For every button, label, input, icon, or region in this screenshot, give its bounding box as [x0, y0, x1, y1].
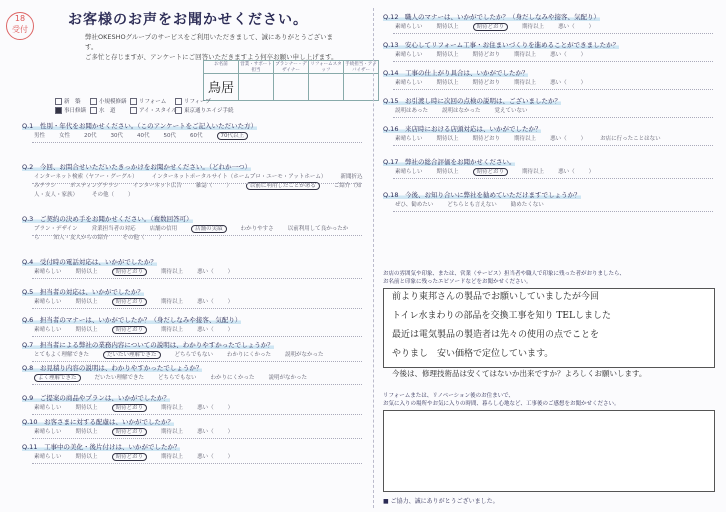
question-label: Q.11 工事中の美化・後片付けは、いかがでしたか？	[22, 443, 181, 451]
answer-option[interactable]: 悪い（	[197, 454, 214, 460]
comment-line: トイレ水まわりの部品を交換工事を知り TELしました	[392, 311, 611, 321]
answer-option[interactable]: インターネットポータルサイト（ホームプロ・ユーモ・アットホーム）	[151, 174, 327, 180]
answer-option[interactable]: 悪い（	[197, 429, 214, 435]
selected-answer[interactable]: 以前に利用したことがある	[246, 182, 320, 190]
selected-answer[interactable]: 期待どおり	[473, 23, 509, 31]
answer-option[interactable]: プラン・デザイン	[34, 226, 78, 232]
answer-option[interactable]: 悪い（	[197, 327, 214, 333]
question-label: Q.15 お引渡し時に次回の点検の説明は、ございましたか？	[383, 97, 561, 105]
question-text	[22, 442, 180, 451]
sign-cell[interactable]	[274, 74, 309, 101]
answer-option[interactable]: 期待以上	[522, 24, 545, 30]
question-label: Q.12 職人のマナーは、いかがでしたか？（身だしなみや接客、気配り）	[383, 13, 600, 21]
thank-you-footer	[383, 496, 499, 505]
category-option[interactable]	[130, 97, 166, 105]
answer-rule	[393, 61, 713, 62]
question-label: Q.6 担当者のマナーは、いかがでしたか？（身だしなみや接客、気配り）	[22, 316, 242, 324]
answer-option[interactable]: 期待どおり	[472, 80, 501, 86]
answer-option[interactable]: その他（	[122, 235, 145, 241]
selected-answer[interactable]: 期待どおり	[473, 168, 509, 176]
comment-prompt-line: お名前と印象に残ったエピソードなどをお聞かせください。	[383, 279, 532, 285]
answer-option[interactable]: 素晴らしい	[34, 405, 62, 411]
answer-option[interactable]: ）	[227, 269, 234, 275]
received-stamp: 18 受付	[6, 12, 34, 40]
selected-answer[interactable]: 店舗の実績	[191, 225, 227, 233]
answer-options	[34, 173, 364, 200]
answer-option[interactable]: ）	[227, 327, 234, 333]
category-label: アイ・スタイル	[139, 108, 177, 114]
answer-option[interactable]: 素晴らしい	[34, 327, 62, 333]
selected-answer[interactable]: 期待どおり	[112, 404, 148, 412]
checkbox-icon	[55, 98, 62, 105]
answer-option[interactable]: 期待以上	[161, 299, 184, 305]
question-text	[383, 157, 515, 166]
answer-option[interactable]: 期待以上	[514, 136, 537, 142]
answer-rule	[393, 89, 713, 90]
answer-option[interactable]: お店に行ったことはない	[600, 136, 661, 142]
answer-options	[34, 268, 364, 277]
answer-option[interactable]: インターネット広告	[132, 183, 182, 189]
intro-line: ご多忙と存じますが、アンケートにご回答いただきますよう何卒お願い申し上げます。	[85, 53, 338, 61]
answer-rule	[32, 308, 362, 309]
answer-option[interactable]: 期待以上	[75, 454, 98, 460]
answer-option[interactable]: 30代	[110, 133, 124, 139]
answer-option[interactable]: 期待以上	[161, 327, 184, 333]
answer-option[interactable]: ）	[158, 235, 165, 241]
answer-option[interactable]: わかりやすさ	[240, 226, 274, 232]
answer-option[interactable]: 雑誌（	[195, 183, 213, 189]
comment-handwritten	[392, 288, 646, 383]
answer-option[interactable]: 新聞折込みチラシ	[34, 174, 363, 189]
answer-option[interactable]: 男性	[34, 133, 46, 139]
intro-text	[85, 32, 345, 62]
answer-option[interactable]: 素晴らしい	[34, 299, 62, 305]
question-label: Q.8 お見積り内容の説明は、わかりやすかったでしょうか？	[22, 364, 203, 372]
answer-option[interactable]: 説明がなかった	[268, 375, 308, 381]
answer-option[interactable]: 50代	[163, 133, 177, 139]
comment-line: やりまし 安い価格で定位しています。	[392, 349, 554, 359]
answer-option[interactable]: とてもよく理解できた	[34, 352, 90, 358]
answer-option[interactable]: 悪い（	[197, 405, 214, 411]
question-label: Q.14 工事の仕上がり具合は、いかがでしたか？	[383, 69, 529, 77]
checkbox-icon	[175, 107, 182, 114]
answer-option[interactable]: 素晴らしい	[34, 429, 62, 435]
category-option[interactable]	[90, 106, 116, 114]
category-label: 小規模修繕	[99, 99, 127, 105]
category-label: 東京通りエイジ手続	[184, 108, 234, 114]
answer-rule	[393, 117, 713, 118]
answer-options	[34, 132, 364, 141]
answer-options	[34, 428, 364, 437]
answer-option[interactable]: ）	[580, 80, 587, 86]
answer-options	[395, 23, 715, 32]
selected-answer[interactable]: 期待どおり	[112, 428, 148, 436]
answer-options	[34, 404, 364, 413]
answer-rule	[32, 414, 362, 415]
sign-cell[interactable]	[239, 74, 274, 101]
question-label: Q.17 弊社の総合評価をお聞かせください。	[383, 158, 516, 166]
answer-option[interactable]: 期待以上	[75, 429, 98, 435]
question-text	[22, 214, 193, 223]
answer-options	[34, 225, 364, 243]
answer-option[interactable]: 素晴らしい	[34, 454, 62, 460]
answer-option[interactable]: ）	[227, 429, 234, 435]
answer-rule	[32, 384, 362, 385]
comment-prompt	[383, 270, 713, 286]
footer-text: ご協力、誠にありがとうございました。	[390, 498, 499, 505]
answer-rule	[32, 235, 362, 236]
answer-option[interactable]: 悪い（	[558, 24, 575, 30]
category-label: 事日修繕	[64, 108, 87, 114]
category-option[interactable]	[175, 106, 234, 114]
category-label: リフォーム	[139, 99, 167, 105]
category-option[interactable]	[90, 97, 127, 105]
question-text	[22, 257, 157, 266]
question-text	[383, 124, 541, 133]
answer-option[interactable]: 悪い（	[197, 269, 214, 275]
category-option[interactable]	[55, 106, 86, 114]
question-text	[383, 40, 619, 49]
question-text	[383, 12, 600, 21]
answer-rule	[32, 278, 362, 279]
selected-answer[interactable]: 期待どおり	[112, 453, 148, 461]
answer-options	[34, 453, 364, 462]
reform-prompt-line: お気に入りの場所やお気に入りの時間、暮らし心地など、工事後のご感想をお聞かせください。	[383, 401, 620, 407]
answer-option[interactable]: ）	[580, 52, 587, 58]
answer-option[interactable]: ）	[227, 299, 234, 305]
answer-option[interactable]: 60代	[190, 133, 203, 139]
answer-option[interactable]: 期待以上	[161, 429, 184, 435]
question-label: Q.2 今回、お問合せいただいたきっかけをお聞かせください。（どれか一つ）	[22, 163, 252, 171]
answer-options	[395, 107, 715, 116]
checkbox-icon	[130, 98, 137, 105]
answer-option[interactable]: 素晴らしい	[395, 136, 423, 142]
answer-options	[395, 79, 715, 88]
answer-rule	[393, 145, 713, 146]
answer-option[interactable]: ぜひ、勧めたい	[395, 202, 434, 208]
answer-option[interactable]: 悪い（	[550, 136, 567, 142]
question-label: Q.1 性別・年代をお聞かせください。（このアンケートをご記入いただいた方）	[22, 122, 258, 130]
answer-option[interactable]: 素晴らしい	[34, 269, 62, 275]
answer-option[interactable]: 素晴らしい	[395, 24, 423, 30]
question-text	[22, 340, 274, 349]
answer-rule	[32, 361, 362, 362]
answer-option[interactable]: どちらとも言えない	[447, 202, 497, 208]
answer-option[interactable]: 悪い（	[558, 169, 575, 175]
answer-option[interactable]: だいたい理解できた	[94, 375, 145, 381]
answer-option[interactable]: ）	[227, 405, 234, 411]
answer-option[interactable]: 期待以上	[75, 405, 98, 411]
answer-option[interactable]: 悪い（	[197, 299, 214, 305]
comment-prompt-line: お店の雰囲気や印象、または、営業（サービス）担当者や職人で印象に残った者がおりましたら、	[383, 271, 626, 277]
checkbox-icon	[90, 98, 97, 105]
answer-option[interactable]: ）	[128, 192, 134, 198]
answer-options	[34, 326, 364, 335]
answer-option[interactable]: 期待以上	[522, 169, 545, 175]
answer-option[interactable]: どちらでもない	[174, 352, 213, 358]
question-text	[383, 68, 528, 77]
category-label: 水 道	[99, 108, 116, 114]
category-option[interactable]	[175, 97, 211, 105]
question-label: Q.18 今後、お知り合いに弊社を勧めていただけますでしょうか？	[383, 191, 581, 199]
question-text	[22, 393, 170, 402]
answer-option[interactable]: ポスティングチラシ	[70, 183, 119, 189]
checkbox-icon	[90, 107, 97, 114]
answer-rule	[393, 33, 713, 34]
answer-options	[395, 51, 715, 60]
answer-rule	[32, 183, 362, 184]
question-label: Q.9 ご提案の商品やプランは、いかがでしたか？	[22, 394, 170, 402]
answer-option[interactable]: 期待以上	[436, 52, 459, 58]
page-title: お客様のお声をお聞かせください。	[68, 12, 308, 28]
category-label: リフィーブ	[184, 99, 211, 105]
answer-option[interactable]: 女性	[59, 133, 71, 139]
answer-option[interactable]: ）	[588, 169, 595, 175]
answer-option[interactable]: 素晴らしい	[395, 52, 423, 58]
answer-option[interactable]: 期待以上	[75, 299, 98, 305]
selected-answer[interactable]: 70代以上	[217, 132, 249, 140]
answer-option[interactable]: 説明はあった	[395, 108, 428, 114]
question-label: Q.10 お客さまに対する配慮は、いかがでしたか？	[22, 418, 174, 426]
answer-option[interactable]: 期待以上	[161, 269, 184, 275]
sign-header: お名前	[204, 61, 239, 74]
checkbox-icon	[175, 98, 182, 105]
answer-option[interactable]: ）	[227, 454, 234, 460]
question-label: Q.3 ご契約の決め手をお聞かせください。（複数回答可）	[22, 215, 193, 223]
reform-comment-box[interactable]	[383, 410, 715, 492]
answer-option[interactable]: 20代	[84, 133, 97, 139]
answer-options	[395, 201, 715, 210]
answer-option[interactable]: 以前利用して良かったから	[34, 226, 349, 241]
answer-option[interactable]: 悪い（	[550, 52, 567, 58]
answer-option[interactable]: 期待以上	[436, 169, 459, 175]
question-label: Q.16 来店時における店頭対応は、いかがでしたか？	[383, 125, 542, 133]
answer-option[interactable]: 説明はなかった	[441, 108, 481, 114]
answer-option[interactable]: 期待以上	[514, 52, 537, 58]
question-text	[22, 162, 251, 171]
sign-header: 営業・サポート担当	[240, 62, 272, 73]
comment-line: 最近は電気製品の製造者は先々の使用の点でことを	[392, 330, 600, 340]
answer-option[interactable]: 知人・友人からの紹介	[53, 235, 109, 241]
comment-line: 前より東邦さんの製品でお願いしていましたが今回	[392, 292, 600, 302]
answer-option[interactable]: 期待以上	[161, 405, 184, 411]
answer-option[interactable]: 40代	[137, 133, 150, 139]
question-text	[22, 315, 241, 324]
answer-option[interactable]: 期待以上	[514, 80, 537, 86]
answer-option[interactable]: ご紹介（知人・友人・家族）	[34, 183, 362, 198]
answer-option[interactable]: 期待以上	[436, 80, 459, 86]
checkbox-icon	[130, 107, 137, 114]
answer-option[interactable]: 悪い（	[550, 80, 567, 86]
answer-option[interactable]: わかりにくかった	[226, 352, 271, 358]
category-option[interactable]	[130, 106, 177, 114]
answer-option[interactable]: 期待以上	[75, 327, 98, 333]
answer-option[interactable]: 覚えていない	[494, 108, 528, 114]
selected-answer[interactable]: 期待どおり	[112, 326, 148, 334]
answer-rule	[32, 336, 362, 337]
answer-options	[34, 374, 364, 383]
sign-header: プランナー・デザイナー	[275, 62, 307, 73]
question-text	[383, 190, 581, 199]
answer-option[interactable]: その他（	[92, 192, 115, 198]
answer-option[interactable]: ）	[226, 183, 232, 189]
answer-option[interactable]: 店舗の信用	[149, 226, 178, 232]
answer-option[interactable]: 期待以上	[161, 454, 184, 460]
answer-option[interactable]: 営業担当者の対応	[91, 226, 136, 232]
question-text	[22, 417, 174, 426]
question-text	[383, 96, 561, 105]
answer-rule	[32, 438, 362, 439]
checkbox-icon	[55, 107, 62, 114]
answer-rule	[32, 142, 362, 143]
answer-rule	[32, 463, 362, 464]
answer-options	[34, 351, 364, 360]
question-text	[22, 121, 257, 130]
answer-rule	[393, 178, 713, 179]
selected-answer[interactable]: よく理解できた	[34, 374, 81, 382]
category-label: 新 築	[64, 99, 81, 105]
bullet-icon: ■	[383, 498, 391, 505]
answer-option[interactable]: ）	[580, 136, 587, 142]
answer-option[interactable]: 期待以上	[75, 269, 98, 275]
answer-option[interactable]: わかりにくかった	[210, 375, 255, 381]
customer-name-handwritten: 鳥居	[208, 81, 235, 96]
answer-option[interactable]: 期待どおり	[472, 52, 501, 58]
answer-option[interactable]: 素晴らしい	[395, 80, 423, 86]
intro-line: 弊社OKESHOグループのサービスをご利用いただきまして、誠にありがとうございます。	[85, 33, 333, 51]
question-text	[22, 363, 202, 372]
answer-option[interactable]: 説明がなかった	[285, 352, 324, 358]
selected-answer[interactable]: だいたい理解できた	[103, 351, 161, 359]
selected-answer[interactable]: 期待どおり	[112, 298, 148, 306]
sign-header: 手続担当・アドバイザー	[345, 62, 377, 73]
answer-rule	[393, 211, 713, 212]
answer-options	[34, 298, 364, 307]
question-label: Q.4 受付時の電話対応は、いかがでしたか？	[22, 258, 157, 266]
answer-option[interactable]: 期待どおり	[472, 136, 501, 142]
answer-options	[395, 168, 715, 177]
column-divider	[373, 8, 374, 508]
selected-answer[interactable]: 期待どおり	[112, 268, 148, 276]
reform-prompt-line: リフォームまたは、リノベーション後のお住まいで、	[383, 393, 514, 399]
question-text	[22, 287, 144, 296]
comment-line: 今後は、修理技術品は安くてはないか出来ですか？よろしくお願いします。	[392, 369, 647, 378]
answer-option[interactable]: インターネット検索（ヤフー・グーグル）	[34, 174, 138, 180]
answer-option[interactable]: 素晴らしい	[395, 169, 423, 175]
answer-option[interactable]: 勧めたくない	[510, 202, 544, 208]
answer-option[interactable]: どちらでもない	[158, 375, 197, 381]
reform-prompt	[383, 392, 713, 408]
answer-option[interactable]: ）	[588, 24, 595, 30]
question-label: Q.7 担当者による弊社の業務内容についての説明は、わかりやすかったでしょうか？	[22, 341, 274, 349]
question-label: Q.5 担当者の対応は、いかがでしたか？	[22, 288, 144, 296]
answer-option[interactable]: 期待以上	[436, 24, 459, 30]
answer-option[interactable]: 期待以上	[436, 136, 459, 142]
sign-cell[interactable]	[309, 74, 344, 101]
category-option[interactable]	[55, 97, 81, 105]
sign-header: リフォームスタッフ	[310, 62, 342, 73]
question-label: Q.13 安心してリフォーム工事・お住まいづくりを進めることができましたか？	[383, 41, 620, 49]
answer-options	[395, 135, 715, 144]
